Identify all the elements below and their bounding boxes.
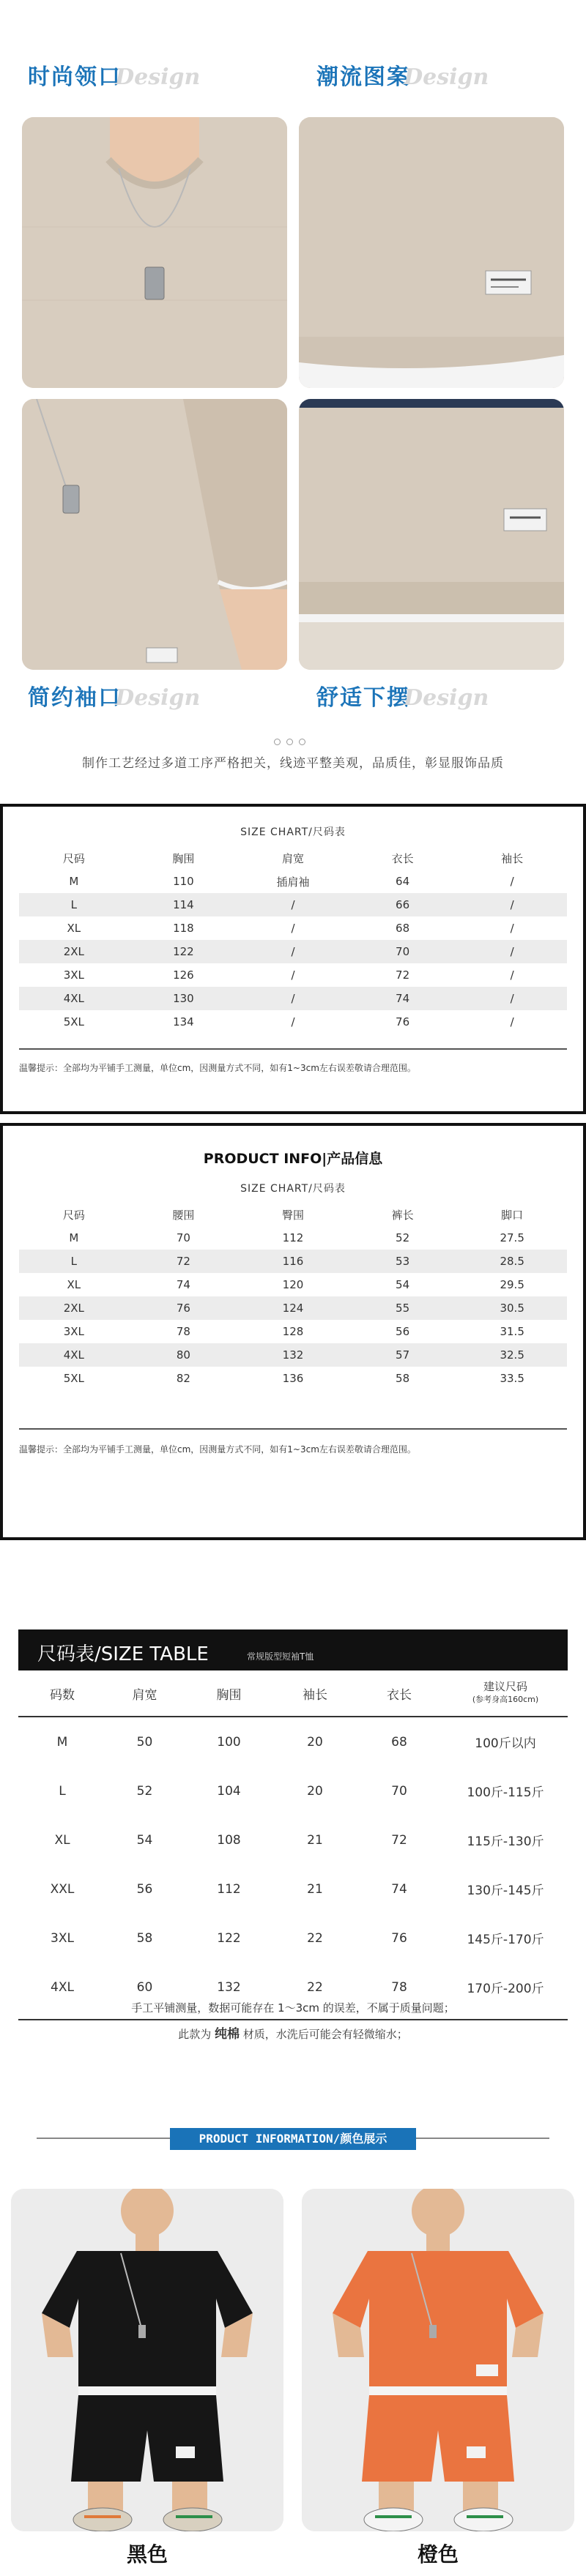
divider [19, 1048, 567, 1050]
cell: / [510, 922, 514, 935]
cell: 70 [391, 1783, 407, 1799]
header-cell-sub: (参考身高160cm) [472, 1695, 539, 1704]
cell: 33.5 [500, 1372, 524, 1385]
photo-pattern [299, 117, 564, 388]
table-row [19, 940, 567, 963]
cell: / [291, 968, 295, 982]
table-header [18, 1670, 568, 1716]
dot-icon [299, 739, 305, 745]
header-cell: 脚口 [501, 1208, 524, 1222]
feature-deco: Design [404, 685, 489, 711]
cell: 130斤-145斤 [467, 1884, 544, 1898]
header-cell: 衣长 [391, 851, 414, 865]
cell: 114 [173, 898, 194, 911]
size-note-1: 手工平铺测量，数据可能存在 1～3cm 的误差，不属于质量问题； [131, 2001, 455, 2015]
measurement-note: 温馨提示：全部均为平铺手工测量，单位cm，因测量方式不同，如有1~3cm左右误差敬请合理范围。 [19, 1444, 416, 1455]
cell: 100 [217, 1734, 241, 1750]
note-text: 此款为 [178, 2028, 215, 2041]
feature-deco: Design [404, 64, 489, 90]
measurement-note: 温馨提示：全部均为平铺手工测量，单位cm，因测量方式不同，如有1~3cm左右误差敬请合理范围。 [19, 1063, 416, 1073]
header-cell: 肩宽 [132, 1687, 157, 1703]
header-cell-main: 建议尺码 [483, 1680, 527, 1693]
cell: / [510, 968, 514, 982]
cell: 53 [396, 1255, 410, 1268]
dot-icon [274, 739, 281, 745]
cell: XXL [50, 1881, 75, 1897]
table-row [18, 1815, 568, 1864]
table-row [19, 1320, 567, 1343]
cell: 108 [217, 1832, 241, 1848]
table-row [18, 1766, 568, 1815]
cell: 50 [136, 1734, 153, 1750]
cell: 116 [282, 1255, 304, 1268]
table-subtitle: SIZE CHART/尺码表 [240, 1183, 346, 1195]
cell: 55 [396, 1302, 410, 1315]
cell: 60 [136, 1979, 153, 1995]
cell: 122 [173, 945, 194, 958]
feature-title: 简约袖口 [28, 685, 122, 711]
header-cell: 胸围 [172, 851, 195, 865]
size-table-title: 尺码表/SIZE TABLE [37, 1643, 209, 1665]
note-bold-text: 纯棉 [215, 2027, 240, 2042]
header-cell: 袖长 [303, 1687, 327, 1703]
table-row [19, 1273, 567, 1296]
header-cell: 臀围 [281, 1208, 304, 1222]
cell: 2XL [63, 945, 84, 958]
cell: 78 [391, 1979, 407, 1995]
cell: XL [67, 922, 81, 935]
cell: 58 [136, 1930, 153, 1946]
header-cell: 袖长 [501, 851, 524, 865]
cell: 76 [396, 1015, 410, 1028]
cell: 54 [136, 1832, 153, 1848]
cell: 132 [282, 1348, 304, 1362]
cell: / [291, 945, 295, 958]
cell: 145斤-170斤 [467, 1933, 544, 1947]
cell: 5XL [63, 1372, 84, 1385]
header-cell: 尺码 [62, 1208, 85, 1222]
cell: 52 [396, 1231, 410, 1244]
header-cell: 胸围 [216, 1687, 242, 1703]
cell: 130 [173, 992, 194, 1005]
cell: 66 [396, 898, 410, 911]
dot-icon [286, 739, 293, 745]
cell: 74 [396, 992, 410, 1005]
cell: 插肩袖 [276, 875, 310, 889]
size-note-2 [0, 2023, 586, 2042]
cell: / [291, 992, 295, 1005]
cell: 132 [217, 1979, 241, 1995]
cell: / [291, 1015, 295, 1028]
header-cell: 衣长 [387, 1687, 412, 1703]
cell: 21 [307, 1881, 323, 1897]
photo-hem [299, 399, 564, 670]
table-header [19, 846, 567, 870]
divider [18, 2019, 568, 2020]
cell: 31.5 [500, 1325, 524, 1338]
cell: 56 [396, 1325, 410, 1338]
cell: 56 [136, 1881, 153, 1897]
cell: M [69, 1231, 79, 1244]
cell: 3XL [63, 1325, 84, 1338]
feature-deco: Design [115, 64, 201, 90]
table-row [18, 1914, 568, 1963]
cell: 57 [396, 1348, 410, 1362]
tshirt-size-chart [0, 804, 586, 1114]
cell: 128 [282, 1325, 304, 1338]
cell: 28.5 [500, 1255, 524, 1268]
cell: 68 [391, 1734, 407, 1750]
cell: 72 [396, 968, 410, 982]
table-header [19, 1203, 567, 1226]
cell: 124 [282, 1302, 304, 1315]
feature-heading-hem [316, 679, 489, 712]
feature-title: 时尚领口 [28, 64, 122, 90]
photo-orange-outfit [302, 2189, 574, 2531]
photo-sleeve [22, 399, 287, 670]
cell: 52 [136, 1783, 153, 1799]
cell: / [291, 922, 295, 935]
cell: 122 [217, 1930, 241, 1946]
table-row [18, 1717, 568, 1766]
cell: 3XL [51, 1930, 74, 1946]
cell: 72 [391, 1832, 407, 1848]
color-label-orange: 橙色 [417, 2542, 459, 2566]
table-row [19, 1226, 567, 1250]
cell: 74 [391, 1881, 407, 1897]
header-cell: 尺码 [62, 851, 85, 865]
table-subtitle: SIZE CHART/尺码表 [240, 826, 346, 838]
cell: 2XL [63, 1302, 84, 1315]
cell: 80 [176, 1348, 190, 1362]
header-cell: 码数 [50, 1687, 75, 1703]
header-cell: 裤长 [391, 1208, 414, 1222]
table-row [19, 916, 567, 940]
header-cell: 腰围 [172, 1208, 195, 1222]
table-row [19, 1010, 567, 1034]
header-cell [443, 1680, 568, 1706]
cell: / [510, 898, 514, 911]
table-row [18, 1864, 568, 1914]
cell: / [510, 945, 514, 958]
cell: / [510, 1015, 514, 1028]
feature-caption: 制作工艺经过多道工序严格把关，线迹平整美观，品质佳，彰显服饰品质 [82, 756, 504, 771]
cell: 22 [307, 1930, 323, 1946]
feature-heading-collar [28, 59, 200, 91]
table-row [19, 870, 567, 893]
cell: 136 [282, 1372, 304, 1385]
cell: 112 [282, 1231, 304, 1244]
table-row [19, 1367, 567, 1390]
table-row [19, 1250, 567, 1273]
cell: 110 [173, 875, 194, 888]
cell: L [70, 1255, 77, 1268]
table-row [19, 963, 567, 987]
cell: 100斤-115斤 [467, 1785, 544, 1800]
cell: 58 [396, 1372, 410, 1385]
photo-black-outfit [11, 2189, 283, 2531]
cell: 76 [176, 1302, 190, 1315]
feature-heading-pattern [316, 59, 489, 91]
cell: 104 [217, 1783, 241, 1799]
cell: 20 [307, 1734, 323, 1750]
cell: 64 [396, 875, 410, 888]
note-text: 材质，水洗后可能会有轻微缩水； [240, 2028, 408, 2041]
cell: 30.5 [500, 1302, 524, 1315]
cell: 5XL [63, 1015, 84, 1028]
feature-title: 潮流图案 [316, 64, 410, 90]
table-row [19, 1296, 567, 1320]
carousel-dots [271, 734, 308, 748]
product-info-banner: PRODUCT INFORMATION/颜色展示 [170, 2128, 416, 2150]
cell: 4XL [63, 992, 84, 1005]
cell: 115斤-130斤 [467, 1834, 544, 1849]
cell: 126 [173, 968, 194, 982]
size-table-subtitle: 常规版型短袖T恤 [247, 1651, 314, 1662]
table-row [19, 1343, 567, 1367]
cell: 170斤-200斤 [467, 1982, 544, 1996]
cell: 4XL [63, 1348, 84, 1362]
cell: 120 [282, 1278, 304, 1291]
cell: / [510, 875, 514, 888]
header-cell: 肩宽 [281, 851, 304, 865]
feature-deco: Design [115, 685, 201, 711]
cell: 54 [396, 1278, 410, 1291]
cell: / [291, 898, 295, 911]
feature-title: 舒适下摆 [316, 685, 410, 711]
size-table [18, 1670, 568, 2020]
cell: 78 [176, 1325, 190, 1338]
cell: 134 [173, 1015, 194, 1028]
cell: 70 [176, 1231, 190, 1244]
cell: 70 [396, 945, 410, 958]
cell: M [56, 1734, 68, 1750]
cell: M [69, 875, 79, 888]
cell: XL [54, 1832, 70, 1848]
cell: 74 [176, 1278, 190, 1291]
cell: 68 [396, 922, 410, 935]
photo-collar [22, 117, 287, 388]
cell: L [59, 1783, 66, 1799]
cell: 118 [173, 922, 194, 935]
cell: 82 [176, 1372, 190, 1385]
table-row [19, 893, 567, 916]
cell: 29.5 [500, 1278, 524, 1291]
divider [19, 1428, 567, 1430]
cell: 22 [307, 1979, 323, 1995]
cell: 112 [217, 1881, 241, 1897]
cell: 20 [307, 1783, 323, 1799]
shorts-size-chart [0, 1123, 586, 1540]
cell: 100斤以内 [475, 1736, 536, 1751]
cell: 27.5 [500, 1231, 524, 1244]
cell: / [510, 992, 514, 1005]
product-info-title: PRODUCT INFO|产品信息 [203, 1151, 383, 1167]
cell: 21 [307, 1832, 323, 1848]
cell: XL [67, 1278, 81, 1291]
feature-heading-sleeve [28, 679, 200, 712]
cell: 3XL [63, 968, 84, 982]
cell: 72 [176, 1255, 190, 1268]
color-label-black: 黑色 [126, 2542, 168, 2566]
table-row [19, 987, 567, 1010]
cell: 32.5 [500, 1348, 524, 1362]
size-table-header-bar [18, 1629, 568, 1670]
cell: 4XL [51, 1979, 74, 1995]
cell: 76 [391, 1930, 407, 1946]
cell: L [70, 898, 77, 911]
